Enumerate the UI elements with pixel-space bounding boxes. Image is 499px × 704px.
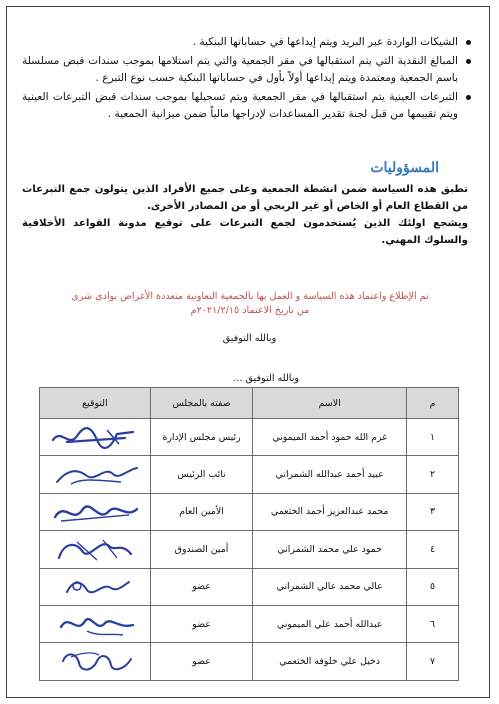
member-name: حمود علي محمد الشمراني	[253, 531, 407, 568]
member-role: عضو	[150, 568, 253, 605]
table-row	[40, 419, 459, 456]
approval-statement	[60, 290, 440, 318]
row-number: ٦	[406, 605, 458, 642]
member-name: دخيل علي خلوفه الخثعمي	[253, 643, 407, 680]
signature-icon	[47, 497, 143, 527]
row-number: ٣	[406, 493, 458, 530]
table-row	[40, 456, 459, 493]
signature-cell	[40, 456, 151, 493]
table-row	[40, 493, 459, 530]
signature-icon	[47, 647, 143, 677]
section-title: المسؤوليات	[370, 160, 439, 176]
member-name: محمد عبدالعزيز أحمد الخثعمي	[253, 493, 407, 530]
signature-icon	[47, 572, 143, 602]
signature-icon	[47, 422, 143, 452]
signature-cell	[40, 568, 151, 605]
signature-icon	[47, 534, 143, 564]
table-header-row	[40, 388, 459, 419]
signature-cell	[40, 643, 151, 680]
row-number: ٢	[406, 456, 458, 493]
row-number: ٤	[406, 531, 458, 568]
header-number: م	[406, 388, 458, 419]
signature-icon	[47, 609, 143, 639]
list-item: الشيكات الواردة عبر البريد ويتم إيداعها في حساباتها البنكية .	[22, 34, 458, 51]
header-role: صفته بالمجلس	[150, 388, 253, 419]
signature-icon	[47, 460, 143, 490]
signature-cell	[40, 531, 151, 568]
signature-cell	[40, 419, 151, 456]
receipt-methods-list	[22, 34, 472, 125]
approval-line: تم الإطلاع واعتماد هذه السياسة و العمل بها بالجمعية التعاونية متعددة الأغراض بوادي شرى	[71, 291, 429, 302]
signature-cell	[40, 493, 151, 530]
member-name: عبيد أحمد عبدالله الشمراني	[253, 456, 407, 493]
row-number: ٥	[406, 568, 458, 605]
row-number: ٧	[406, 643, 458, 680]
member-name: عبدالله أحمد علي الميموني	[253, 605, 407, 642]
member-role: أمين الصندوق	[150, 531, 253, 568]
signature-cell	[40, 605, 151, 642]
table-row	[40, 568, 459, 605]
table-row	[40, 605, 459, 642]
row-number: ١	[406, 419, 458, 456]
list-item: المبالغ النقدية التي يتم استقبالها في مقر الجمعية والتي يتم استلامها بموجب سندات قبض مسلسلة باسم الجمعية ومعتمدة ويتم إيداعها أولاً بأول في حساباتها البنكية حسب نوع التبرع .	[22, 53, 458, 87]
member-role: الأمين العام	[150, 493, 253, 530]
member-role: نائب الرئيس	[150, 456, 253, 493]
member-name: غرم الله حمود أحمد الميموني	[253, 419, 407, 456]
header-name: الاسم	[253, 388, 407, 419]
member-name: عالي محمد عالي الشمراني	[253, 568, 407, 605]
member-role: رئيس مجلس الإدارة	[150, 419, 253, 456]
responsibilities-text	[22, 181, 468, 249]
closing-blessing: وبالله التوفيق	[222, 333, 277, 344]
responsibilities-paragraph: تطبق هذه السياسة ضمن انشطة الجمعية وعلى جميع الأفراد الذين يتولون جمع التبرعات من القطاع العام أو الخاص أو غير الربحي أو من المصادر الأخرى.	[22, 184, 468, 212]
board-signatures-table	[39, 387, 459, 681]
table-row	[40, 643, 459, 680]
list-item: التبرعات العينية يتم استقبالها في مقر الجمعية ويتم تسجيلها بموجب سندات قبض التبرعات العينية ويتم تقييمها من قبل لجنة تقدير المساعدات لإدراجها مالياً ضمن ميزانية الجمعية .	[22, 89, 458, 123]
responsibilities-paragraph: ويشجع اولئك الذين يُستخدمون لجمع التبرعات على توقيع مدونة القواعد الأخلاقية والسلوك المهني.	[22, 218, 468, 246]
table-row	[40, 531, 459, 568]
member-role: عضو	[150, 643, 253, 680]
approval-date: من تاريخ الاعتماد ٢٠٢١/٢/١٥م	[190, 305, 310, 316]
header-signature: التوقيع	[40, 388, 151, 419]
table-caption: وبالله التوفيق ...	[233, 373, 299, 384]
member-role: عضو	[150, 605, 253, 642]
